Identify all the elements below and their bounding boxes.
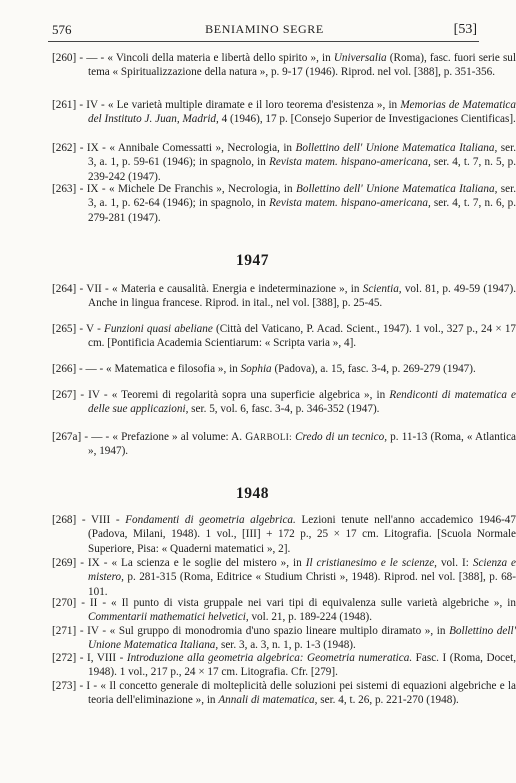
bib-entry-272: [272] - I, VIII - Introduzione alla geometria algebrica: Geometria numeratica. Fasc. I (Roma, Docet, 1948). 1 vol., 217 p., 24 × 17 cm. Litografia. Cfr. [279]. xyxy=(52,652,516,679)
bib-entry-271: [271] - IV - « Sul gruppo di monodromia d'uno spazio lineare multiplo diramato », in Bollettino dell' Unione Matematica Italiana, ser. 3, a. 3, n. 1, p. 1-3 (1948). xyxy=(52,625,516,652)
bib-entry-262: [262] - IX - « Annibale Comessatti », Necrologia, in Bollettino dell' Unione Matematica Italiana, ser. 3, a. 1, p. 59-61 (1946); in spagnolo, in Revista matem. hispano-americana, ser. 4, t. 7, n. 5, p. 239-242 (1947). xyxy=(52,142,516,183)
bib-entry-266: [266] - — - « Matematica e filosofia », in Sophia (Padova), a. 15, fasc. 3-4, p. 269-279 (1947). xyxy=(52,363,476,375)
bib-entry-265: [265] - V - Funzioni quasi abeliane (Città del Vaticano, P. Acad. Scient., 1947). 1 vol., 327 p., 24 × 17 cm. [Pontificia Academia Scientiarum: « Scripta varia », 4]. xyxy=(52,323,516,350)
header-rule xyxy=(48,41,479,42)
bib-entry-270: [270] - II - « Il punto di vista gruppale nei vari tipi di equivalenza sulle varietà algebriche », in Commentarii mathematici helvetici, vol. 21, p. 189-224 (1948). xyxy=(52,597,516,624)
page-number: 576 xyxy=(52,22,72,37)
bib-entry-264: [264] - VII - « Materia e causalità. Energia e indeterminazione », in Scientia, vol. 81, p. 49-59 (1947). Anche in lingua francese. Riprod. in ital., nel vol. [388], p. 25-45. xyxy=(52,283,516,310)
running-title: BENIAMINO SEGRE xyxy=(205,22,324,36)
bib-entry-263: [263] - IX - « Michele De Franchis », Necrologia, in Bollettino dell' Unione Matematica Italiana, ser. 3, a. 1, p. 62-64 (1946); in spagnolo, in Revista matem. hispano-americana, ser. 4, t. 7, n. 6, p. 279-281 (1947). xyxy=(52,183,516,224)
bib-entry-273: [273] - I - « Il concetto generale di molteplicità delle soluzioni pei sistemi di equazioni algebriche e la teoria dell'eliminazione », in Annali di matematica, ser. 4, t. 26, p. 221-270 (1948). xyxy=(52,680,516,707)
bib-entry-268: [268] - VIII - Fondamenti di geometria algebrica. Lezioni tenute nell'anno accademico 1946-47 (Padova, Milani, 1948). 1 vol., [III] + 172 p., 25 × 17 cm. Litografia. [Scuola Normale Superiore, Pisa: « Quaderni matematici », 2]. xyxy=(52,514,516,555)
bib-entry-267: [267] - IV - « Teoremi di regolarità sopra una superficie algebrica », in Rendiconti di matematica e delle sue applicazioni, ser. 5, vol. 6, fasc. 3-4, p. 346-352 (1947). xyxy=(52,389,516,416)
year-heading-1947: 1947 xyxy=(236,252,269,269)
bib-entry-261: [261] - IV - « Le varietà multiple diramate e il loro teorema d'esistenza », in Memorias de Matematica del Instituto J. Juan, Madrid, 4 (1946), 17 p. [Consejo Superior de Investigaciones Cientificas]. xyxy=(52,99,516,126)
bib-entry-269: [269] - IX - « La scienza e le soglie del mistero », in Il cristianesimo e le scienze, vol. I: Scienza e mistero, p. 281-315 (Roma, Editrice « Studium Christi », 1948). Riprod. nel vol. [388], p. 68-101. xyxy=(52,557,516,598)
bib-entry-267a: [267a] - — - « Prefazione » al volume: A. GARBOLI: Credo di un tecnico, p. 11-13 (Roma, « Atlantica », 1947). xyxy=(52,431,516,458)
section-marker: [53] xyxy=(453,22,477,37)
page-header xyxy=(52,22,477,40)
bib-entry-260: [260] - — - « Vincoli della materia e libertà dello spirito », in Universalia (Roma), fasc. fuori serie sul tema « Spiritualizzazione della natura », p. 9-17 (1946). Riprod. nel vol. [388], p. 351-356. xyxy=(52,52,516,79)
year-heading-1948: 1948 xyxy=(236,485,269,502)
